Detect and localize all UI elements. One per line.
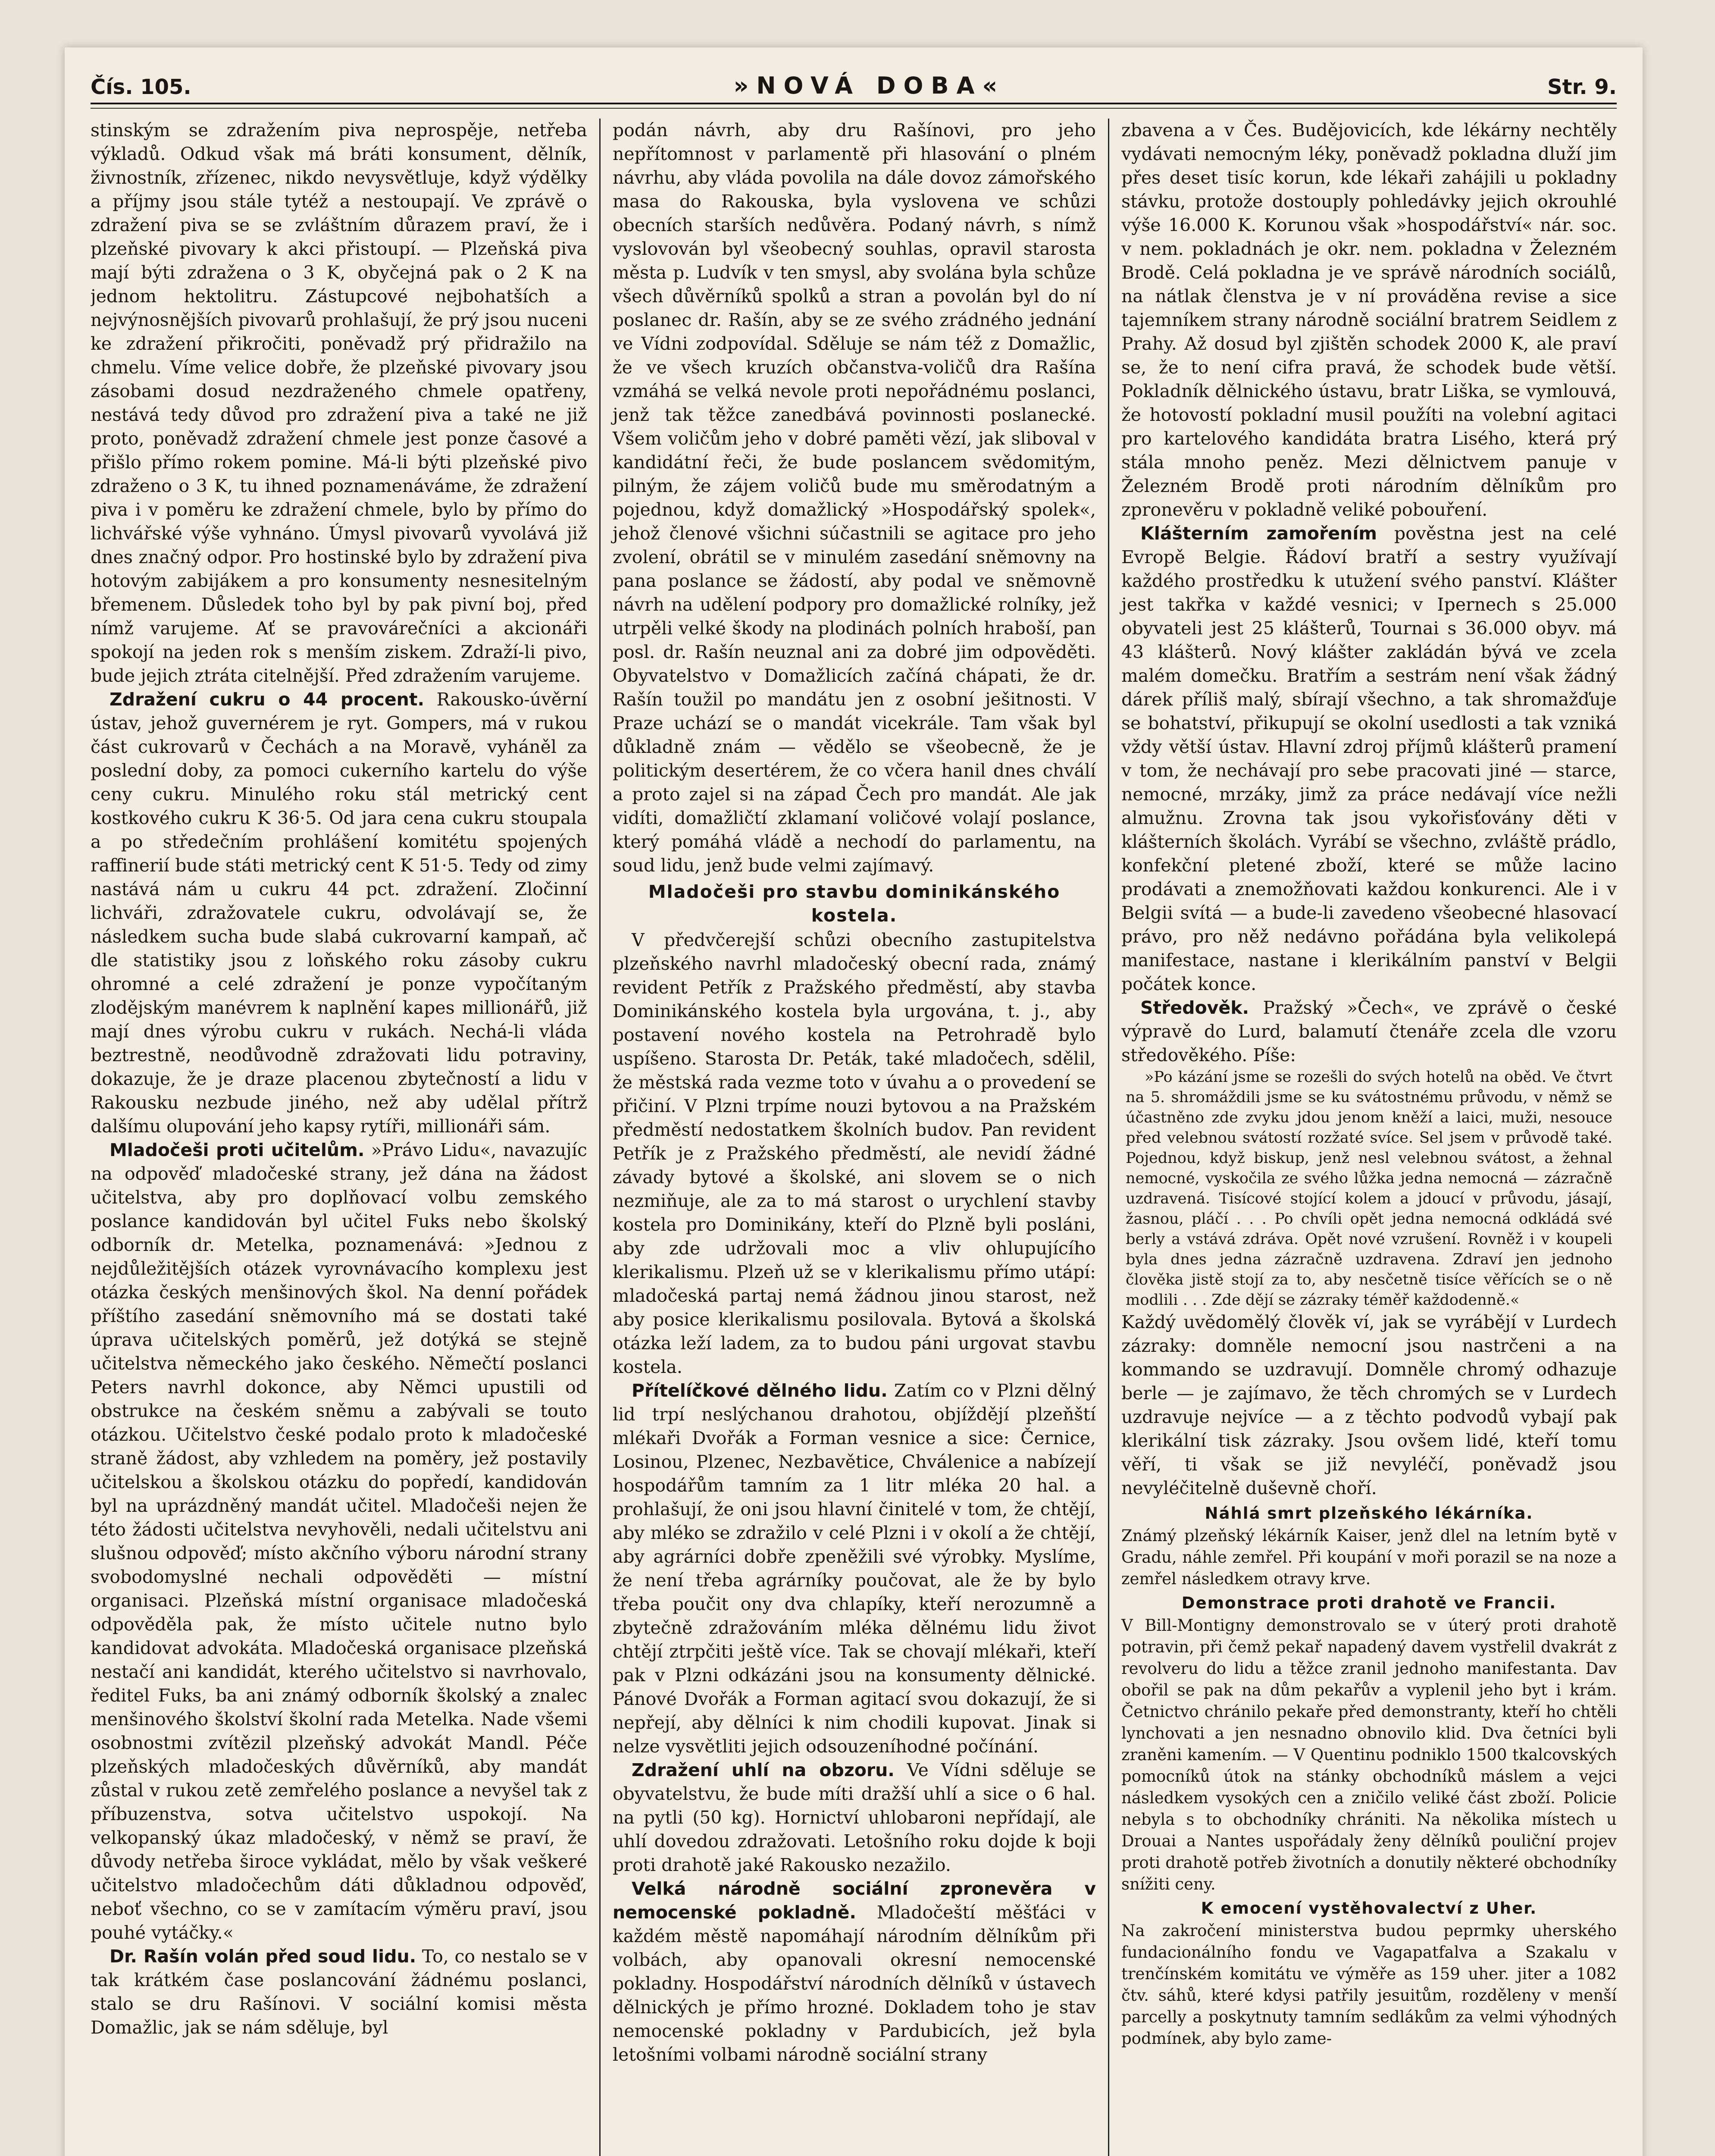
article-teachers-text: »Právo Lidu«, navazujíc na odpověď mladočeské strany, jež dána na žádost učitelstva, aby pro doplňovací volbu zemského poslance kandidován byl učitel Fuks nebo školský odborník dr. Metelka, poznamenává: »Jednou z nejdůležitějších otázek vyrovnávacího komplexu jest otázka českých menšinových škol. Na denní pořádek příštího zasedání sněmovního má se dostati také úprava učitelských poměrů, jež dotýká se stejně učitelstva německého jako českého. Němečtí poslanci Peters navrhl dokonce, aby Němci upustili od obstrukce na českém sněmu a zabývali se touto otázkou. Učitelstvo české podalo proto k mladočeské straně žádost, aby vzhledem na poměry, jež postavily učitelskou a školskou otázku do popředí, kandidován byl na uprázdněný mandát učitel. Mladočeši nejen že této žádosti učitelstva nevyhověli, nedali učitelstvu ani slušnou odpověď; místo akčního výboru národní strany svobodomyslné nechali odpověděti — místní organisaci. Plzeňská místní organisace mladočeská odpověděla pak, že místo učitele nutno bylo kandidovat advokáta. Mladočeská organisace plzeňská nestačí ani kandidát, kterého učitelstvo si navrhovalo, ředitel Fuks, ba ani známý odborník školský a znalec menšinového školství školní rada Metelka. Nade všemi osobnostmi zvítězil plzeňský advokát Mandl. Péče plzeňských mladočeských důvěrníků, aby mandát zůstal v rukou zetě zemřelého poslance a nevyšel tak z příbuzenstva, sotva učitelstvo uspokojí. Na velkopanský úkaz mladočeský, v němž se praví, že důvody netřeba široce vykládat, mělo by však veškeré učitelstvo mladočechům dáti důkladnou odpověď, neboť všechno, co se v zamítacím výměru praví, jsou pouhé vytáčky.« [91,1140,587,1943]
article-embezzlement [613,1877,1096,2067]
article-embezzlement-heading: Velká národně sociální zpronevěra v nemocenské pokladně. [613,1878,1096,1923]
header-rule [91,103,1617,104]
article-coal [613,1758,1096,1877]
text-columns [91,119,1617,2156]
article-emigration-text: Na zakročení ministerstva budou peprmky uherského fundacionálního fondu ve Vagapatfalva a Szakalu v trenčínském komitátu ve výměře as 159 uher. jiter a 1082 čtv. sáhů, které kdysi patřily jesuitům, rozděleny v menší parcelly a poskytnuty tamním sedlákům za velmi výhodných podmínek, aby bylo zame- [1121,1921,1617,2048]
masthead-title: »NOVÁ DOBA« [733,72,1005,99]
issue-number: Čís. 105. [91,75,191,99]
column-2 [599,119,1108,2156]
article-sugar [91,688,587,1138]
article-embezzlement-continued: zbavena a v Čes. Budějovicích, kde lékárny nechtěly vydávati nemocným léky, poněvadž pokladna dluží jim přes deset tisíc korun, kde lékaři zahájili u pokladny stávku, protože dostouply pohledávky jejich okrouhlé výše 16.000 K. Korunou však »hospodářství« nár. soc. v nem. pokladnách je okr. nem. pokladna v Železném Brodě. Celá pokladna je ve správě národních sociálů, na nátlak členstva je v ní prováděna revise a sice tajemníkem strany národně sociální bratrem Seidlem z Prahy. Až dosud byl zjištěn schodek 2000 K, ale praví se, že to není cifra pravá, že schodek bude větší. Pokladník dělnického ústavu, bratr Liška, se vymlouvá, že hotovostí pokladní musil použíti na volební agitaci pro kartelového kandidáta bratra Lisého, která prý stála mnoho peněz. Mezi dělnictvem panuje v Železném Brodě proti národním dělníkům pro zpronevěru v pokladně veliké pobouření. [1121,120,1617,520]
article-france-text: V Bill-Montigny demonstrovalo se v úterý proti drahotě potravin, při čemž pekař napadený davem vystřelil dvakrát z revolveru do lidu a těžce zranil jednoho manifestanta. Dav obořil se pak na dům pekařův a vyplenil jeho byt i krám. Četnictvo chránilo pekaře před demonstranty, kteří ho chtěli lynchovati a jen nesnadno obnovilo klid. Dva četníci byli zraněni kamením. — V Quentinu podniklo 1500 tkalcovských pomocníků útok na stánky obchodníků máslem a vejci následkem vysokých cen a zničilo veliké část zboží. Policie nebyla s to obchodníky chrániti. Na několika místech u Drouai a Nantes uspořádaly ženy dělníků pouliční projev proti drahotě potřeb životních a donutily některé obchodníky snížiti ceny. [1121,1616,1617,1893]
article-sugar-text: Rakousko-úvěrní ústav, jehož guvernérem je ryt. Gompers, má v rukou část cukrovarů v Čechách a na Moravě, vyháněl za poslední doby, za pomoci cukerního kartelu do výše ceny cukru. Minulého roku stál metrický cent kostkového cukru K 36·5. Od jara cena cukru stoupala a po středečním prohlášení komitétu spojených raffinerií bude státi metrický cent K 51·5. Tedy od zimy nastává nám u cukru 44 pct. zdražení. Zločinní lichváři, zdražovatele cukru, odvolávají se, že následkem sucha bude slabá cukrovarní kampaň, ač dle statistiky jsou z loňského roku zásoby cukru ohromné a celé zdražení je ponze vypočítaným zlodějským manévrem k naplnění kapes millionářů, již mají dnes výrobu cukru v rukách. Nechá-li vláda beztrestně, neodůvodně zdražovati lidu potraviny, dokazuje, že je draze placenou zbytečností a lidu v Rakousku nezbude jiného, než aby udělal přítrž dalšímu olupování jeho kapsy rytíři, millionáři sám. [91,689,587,1137]
article-rasin-heading: Dr. Rašín volán před soud lidu. [110,1946,416,1967]
article-monasteries [1121,522,1617,996]
article-sugar-heading: Zdražení cukru o 44 procent. [110,689,425,710]
article-middle-ages [1121,996,1617,1067]
article-coal-heading: Zdražení uhlí na obzoru. [632,1760,895,1780]
article-monasteries-text: pověstna jest na celé Evropě Belgie. Řádoví bratří a sestry využívají každého prostředku k utužení svého panství. Klášter jest takřka v každé vesnici; v Ipernech s 25.000 obyvateli jest 25 klášterů, Tournai s 36.000 obyv. má 43 klášterů. Nový klášter zakládán bývá ve zcela malém domečku. Bratřím a sestrám není však žádný dárek příliš malý, sbírají všechno, a tak shromažďuje se bohatství, přikupují se okolní usedlosti a tak vzniká vždy větší ústav. Hlavní zdroj příjmů klášterů pramení v tom, že nechávají pro sebe pracovati jiné — starce, nemocné, mrzáky, jimž za práce nedávají více nežli almužnu. Zrovna tak jsou vykořisťovány děti v klášterních školách. Vyrábí se všechno, zvláště prádlo, konfekční pletené zboží, které se může lacino prodávati a znemožňovati každou konkurenci. Ale i v Belgii svítá — a bude-li zavedeno všeobecné hlasovací právo, pro něž nedávno pořádána byla velikolepá manifestace, nastane i klerikálním panství v Belgii počátek konce. [1121,523,1617,994]
article-middle-ages-quote: »Po kázání jsme se rozešli do svých hotelů na oběd. Ve čtvrt na 5. shromáždili jsme se ku svátostnému průvodu, v němž se účastněno zde zvyku jdou jenom kněží a laici, muži, nesouce před velebnou svátostí rozžaté svíce. Sel jsem v průvodě také. Pojednou, když biskup, jenž nesl velebnou svátost, a žehnal nemocné, vyskočila ze svého lůžka jedna nemocná — zázračně uzdravená. Tisícové stojící kolem a jdoucí v průvodu, jásají, žasnou, pláčí . . . Po chvíli opět jedna nemocná odkládá své berly a vstává zdráva. Opět nové vzrušení. Rovněž i v koupeli byla dnes jedna zázračně uzdravena. Zdraví jen jednoho člověka jistě stojí za to, aby nesčetně tisíce věřících se o ně modlili . . . Zde dějí se zázraky téměř každodenně.« [1126,1069,1612,1309]
article-france-heading: Demonstrace proti drahotě ve Francii. [1181,1594,1557,1612]
article-teachers-heading: Mladočeši proti učitelům. [110,1140,365,1160]
article-middle-ages-heading: Středověk. [1140,997,1249,1018]
article-coal-text: Ve Vídni sděluje se obyvatelstvu, že bude míti dražší uhlí a sice o 6 hal. na pytli (50 kg). Hornictví uhlobaroni nepřídají, ale uhlí dovedou zdražovati. Letošního roku dojde k boji proti drahotě jaké Rakousko nezažilo. [613,1760,1096,1875]
article-pharmacist-heading: Náhlá smrt plzeňského lékárníka. [1205,1504,1533,1523]
page-header [91,60,1617,99]
article-rasin [91,1945,587,2040]
article-church-text: V předvčerejší schůzi obecního zastupitelstva plzeňského navrhl mladočeský obecní rada, známý revident Petřík z Pražského předměstí, aby stavba Dominikánského kostela byla urgována, t. j., aby postavení nového kostela na Petrohradě bylo uspíšeno. Starosta Dr. Peták, také mladočech, sdělil, že městská rada vezme toto v úvahu a o provedení se přičiní. V Plzni trpíme nouzi bytovou a na Pražském předměstí nedostatkem školních budov. Pan revident Petřík je z Pražského předměstí, ale nevidí žádné závady bytové a školské, ani slovem se o nich nezmiňuje, ale za to má starost o urychlení stavby kostela pro Dominikány, kteří do Plzně byli posláni, aby zde udržovali moc a vliv ohlupujícího klerikalismu. Plzeň už se v klerikalismu přímo utápí: mladočeská partaj nemá žádnou jinou starost, než aby posice klerikalismu posilovala. Bytová a školská otázka leží ladem, za to budou páni urgovat stavbu kostela. [613,930,1096,1377]
article-rasin-text: To, co nestalo se v tak krátkém čase poslancování žádnému poslanci, stalo se dru Rašínovi. V sociální komisi města Domažlic, jak se nám sděluje, byl [91,1946,587,2038]
article-milk-heading: Přítelíčkové dělného lidu. [632,1380,888,1401]
article-milk [613,1379,1096,1758]
newspaper-page [65,47,1643,2156]
column-3 [1108,119,1617,2156]
article-milk-text: Zatím co v Plzni dělný lid trpí neslýchanou drahotou, objíždějí plzeňští mlékaři Dvořák a Forman vesnice a sice: Černice, Losinou, Plzenec, Nezbavětice, Chválenice a nabízejí hospodářům tamním za 1 litr mléka 20 hal. a prohlašují, že oni jsou hlavní činitelé v tom, že chtějí, aby mléko se zdražilo v celé Plzni i v okolí a že chtějí, aby agrárníci dobře zpeněžili své výrobky. Myslíme, že není třeba agrárníky poučovat, ale že by bylo třeba poučit ony dva chlapíky, kteří nerozumně a zbytečně zdražováním mléka dělnému lidu život chtějí ztrpčiti ještě více. Tak se chovají mlékaři, kteří pak v Plzni odkázáni jsou na konsumenty dělnické. Pánové Dvořák a Forman agitací svou dokazují, že si nepřejí, aby dělníci k nim chodili kupovat. Jinak si nelze vysvětliti jejich odsouzeníhodné počínání. [613,1380,1096,1757]
page-number: Str. 9. [1547,75,1617,99]
article-emigration-heading: K emocení vystěhovalectví z Uher. [1201,1899,1537,1918]
header-rule-thin [91,108,1617,109]
article-monasteries-heading: Klášterním zamořením [1140,523,1377,544]
column-1 [91,119,599,2156]
article-teachers [91,1138,587,1945]
article-lourdes-text: Každý uvědomělý člověk ví, jak se vyrábějí v Lurdech zázraky: domněle nemocní jsou nastrčeni a na kommando se uzdravují. Domněle chromý odhazuje berle — je zajímavo, že těch chromých se v Lurdech uzdravuje nejvíce — a z těchto podvodů vybají pak klerikální tisk zázraky. Jsou ovšem lidé, kteří tomu věří, ti však se již nevyléčí, poněvadž jsou nevyléčitelně duševně choří. [1121,1312,1617,1498]
article-rasin-continued: podán návrh, aby dru Rašínovi, pro jeho nepřítomnost v parlamentě při hlasování o plném návrhu, aby vláda povolila na dále dovoz zámořského masa do Rakouska, byla vyslovena ve schůzi obecních starších nedůvěra. Podaný návrh, s nímž vyslovován byl všeobecný souhlas, opravil starosta města p. Ludvík v ten smysl, aby svolána byla schůze všech důvěrníků spolků a stran a povolán byl do ní poslanec dr. Rašín, aby se ze svého zrádného jednání ve Vídni zodpovídal. Sděluje se nám též z Domažlic, že ve všech kruzích občanstva-voličů dra Rašína vzmáhá se velká nevole proti nepořádnému poslanci, jenž tak těžce zanedbává povinnosti poslanecké. Všem voličům jeho v dobré paměti vězí, jak sliboval v kandidátní řeči, že bude poslancem svědomitým, pilným, že zájem voličů bude mu směrodatným a pojednou, když domažlický »Hospodářský spolek«, jehož členové všichni súčastnili se agitace pro jeho zvolení, obrátil se v minulém zasedání sněmovny na pana poslance se žádostí, aby podal ve sněmovně návrh na udělení podpory pro domažlické rolníky, jež utrpěli velké škody na plodinách polních hraboší, pan posl. dr. Rašín neuznal ani za dobré jim odpověděti. Obyvatelstvo v Domažlicích začíná chápati, že dr. Rašín toužil po mandátu jen z osobní ješitnosti. V Praze uchází se o mandát vicekrále. Tam však byl důkladně znám — vědělo se všeobecně, že je politickým desertérem, že co včera hanil dnes chválí a proto zajel si na západ Čech pro mandát. Ale jak vidíti, domažličtí zklamaní voličové volají poslance, který pomáhá vládě a nechodí do parlamentu, na soud lidu, jenž bude velmi zajímavý. [613,120,1096,876]
article-beer-text: stinským se zdražením piva neprospěje, netřeba výkladů. Odkud však má bráti konsument, dělník, živnostník, zřízenec, nikdo nevysvětluje, když výdělky a příjmy jsou stále tytéž a nestoupají. Ve zprávě o zdražení piva se se zvláštním důrazem praví, že i plzeňské pivovary k akci přistoupí. — Plzeňská piva mají býti zdražena o 3 K, obyčejná pak o 2 K na jednom hektolitru. Zástupcové nejbohatších a nejvýnosnějších pivovarů prohlašují, že prý jsou nuceni ke zdražení přikročiti, poněvadž prý přidražilo na chmelu. Víme velice dobře, že plzeňské pivovary jsou zásobami dosud nezdraženého chmele opatřeny, nestává tedy důvod pro zdražení piva a také ne již proto, poněvadž zdražení chmele jest ponze časové a přišlo přímo rokem pomine. Má-li býti plzeňské pivo zdraženo o 3 K, tu ihned poznamenáváme, že zdražení piva i v poměru ke zdražení chmele, bylo by přímo do lichvářské výše vyhnáno. Úmysl pivovarů vyvolává již dnes značný odpor. Pro hostinské bylo by zdražení piva hotovým zabijákem a pro konsumenty nesnesitelným břemenem. Důsledek toho byl by pak pivní boj, před nímž varujeme. Ať se pravovárečníci a akcionáři spokojí na jeden rok s menším ziskem. Zdraží-li pivo, bude jejich ztráta citelnější. Před zdražením varujeme. [91,120,587,686]
article-embezzlement-text: Mladočeští měšťáci v každém městě napomáhají národním dělníkům při volbách, aby opanovali okresní nemocenské pokladny. Hospodářství národních dělníků v ústavech dělnických je přímo hrozné. Dokladem toho je stav nemocenské pokladny v Pardubicích, jež byla letošními volbami národně sociální strany [613,1902,1096,2065]
article-pharmacist-text: Známý plzeňský lékárník Kaiser, jenž dlel na letním bytě v Gradu, náhle zemřel. Při koupání v moři porazil se na noze a zemřel následkem otravy krve. [1121,1526,1617,1588]
article-middle-ages-text: Pražský »Čech«, ve zprávě o české výpravě do Lurd, balamutí čtenáře zcela dle vzoru středověkého. Píše: [1121,997,1617,1065]
article-church-heading: Mladočeši pro stavbu dominikánského kostela. [648,881,1061,926]
